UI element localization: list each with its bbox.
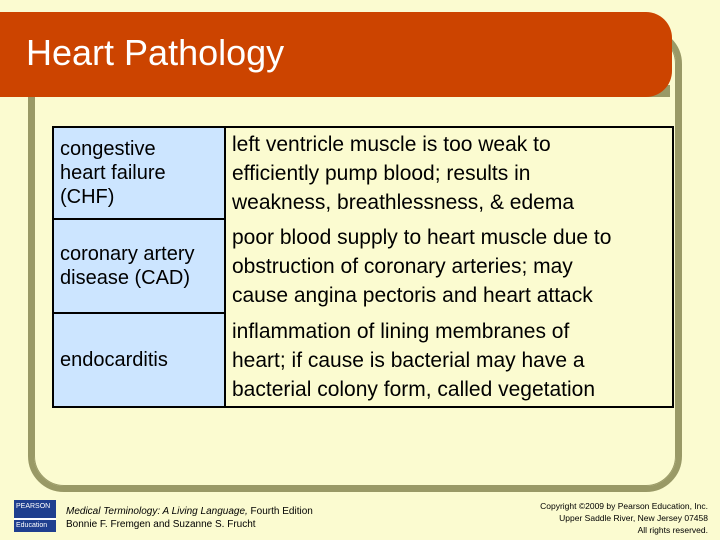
term-text: congestive heart failure (CHF) — [60, 138, 166, 208]
term-cell — [54, 220, 226, 312]
definition-cell — [232, 314, 672, 406]
logo-top-text: PEARSON — [16, 503, 51, 510]
definition-text: poor blood supply to heart muscle due to obstruction of coronary arteries; may cause angina pectoris and heart attack — [232, 225, 612, 307]
term-text: endocarditis — [60, 349, 168, 371]
term-cell — [54, 314, 226, 406]
copyright-notice — [540, 500, 708, 536]
table-row — [54, 314, 672, 406]
copyright-line: All rights reserved. — [637, 525, 708, 535]
definition-text: left ventricle muscle is too weak to efficiently pump blood; results in weakness, breathlessness, & edema — [232, 132, 575, 214]
logo-stripe — [14, 518, 56, 520]
table-row — [54, 128, 672, 218]
pathology-table — [52, 126, 674, 408]
term-cell — [54, 128, 226, 218]
copyright-line: Upper Saddle River, New Jersey 07458 — [559, 513, 708, 523]
book-authors: Bonnie F. Fremgen and Suzanne S. Frucht — [66, 519, 256, 530]
term-text: coronary artery disease (CAD) — [60, 243, 195, 289]
slide-title: Heart Pathology — [26, 32, 285, 73]
table-row — [54, 220, 672, 312]
book-title: Medical Terminology: A Living Language, — [66, 506, 248, 517]
definition-cell — [232, 220, 672, 312]
book-edition: Fourth Edition — [247, 506, 313, 517]
definition-text: inflammation of lining membranes of heart; if cause is bacterial may have a bacterial colony form, called vegetation — [232, 319, 596, 401]
pearson-logo — [14, 500, 56, 532]
copyright-line: Copyright ©2009 by Pearson Education, Inc. — [540, 501, 708, 511]
definition-cell — [232, 128, 672, 218]
book-citation — [66, 505, 313, 531]
logo-bottom-text: Education — [16, 522, 48, 529]
